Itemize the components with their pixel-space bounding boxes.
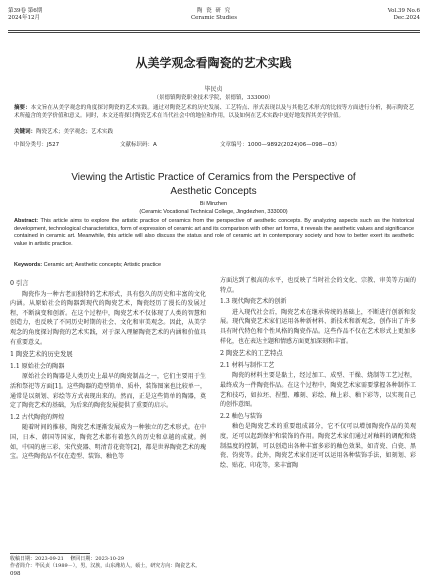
body-paragraph: 陶瓷的材料主要是黏土，经过加工、成型、干燥、烧制等工艺过程，最终成为一件陶瓷作品。在这个过程中，陶瓷艺术家需要掌握各种制作工艺和技巧，如拉坯、捏塑、雕刻、彩绘、釉上彩、釉下彩等，以实现自己的创作意图。 [220, 372, 416, 409]
body-paragraph: 进入现代社会后，陶瓷艺术在继承传统的基础上，不断进行创新和发展。现代陶瓷艺术家们运用各种新材料、新技术和新观念，创作出了许多具有时代特色和个性风格的陶瓷作品。这些作品不仅在艺术形式上更加多样化，也在表达主题和情感方面更加深刻和丰富。 [220, 308, 416, 345]
abstract-label: 摘要： [14, 105, 31, 111]
revised-date: 修回日期：2023-10-29 [70, 556, 125, 562]
abstract-en-label: Abstract: [14, 218, 39, 224]
abstract-en [14, 218, 414, 248]
header-date: 2024年12月 [8, 15, 40, 21]
english-affiliation: (Ceramic Vocational Technical College, Jingdezhen, 333000) [139, 209, 288, 215]
body-column-left [10, 276, 206, 462]
footnote-dates [10, 556, 206, 563]
header-rule-thin [8, 32, 420, 33]
author-bio: 作者简介：毕民贞（1989－），男，汉族，山东潍坊人，硕士，研究方向：陶瓷艺术。 [10, 563, 201, 569]
keywords-en [14, 262, 414, 268]
header-volume: 第39卷 第6期 [8, 8, 43, 14]
body-paragraph: 方面达到了极高的水平，也反映了当时社会的文化、宗教、审美等方面的特点。 [220, 277, 416, 294]
header-journal-en: Ceramic Studies [190, 15, 238, 21]
keywords-text: 陶瓷艺术；美学观念；艺术实践 [36, 129, 114, 135]
clc-number: 中图分类号：J527 [14, 142, 60, 148]
english-title [0, 171, 427, 199]
author-affiliation: （景德镇陶瓷职业技术学院，景德镇，333000） [153, 95, 274, 101]
section-heading: 1 陶瓷艺术的历史发展 [10, 351, 73, 359]
subsection-heading: 2.1 材料与制作工艺 [220, 361, 275, 369]
abstract-en-text: This article aims to explore the artistic practice of ceramics from the perspective of aesthetic concepts. By analyzing aspects such as the historical development, technological characteristics, form of expression of ceramic art and its comparison with other art forms, it reveals the aesthetic values and significance contained in ceramic art. Meanwhile, this article will also discuss the status and role of ceramic art in contemporary society and how to better exert its aesthetic value in artistic practice. [14, 218, 414, 247]
abstract-text: 本文旨在从美学观念的角度探讨陶瓷的艺术实践。通过对陶瓷艺术的历史发展、工艺特点、形式表现以及与其他艺术形式的比较等方面进行分析，揭示陶瓷艺术所蕴含的美学价值和意义。同时，本文还将探讨陶瓷艺术在当代社会中的地位和作用，以及如何在艺术实践中更好地发挥其美学价值。 [14, 105, 414, 119]
header-rule [8, 30, 420, 31]
section-heading: 2 陶瓷艺术的工艺特点 [220, 350, 283, 358]
english-author: Bi Minzhen [199, 201, 228, 207]
keywords-label: 关键词： [14, 129, 37, 135]
header-center [8, 8, 420, 22]
keywords-en-label: Keywords: [14, 262, 43, 268]
footnote-rule [10, 553, 90, 554]
body-paragraph: 随着时间的推移，陶瓷艺术逐渐发展成为一种独立的艺术形式。在中国，日本、韩国等国家，陶瓷艺术都有着悠久的历史和卓越的成就。例如，中国的唐三彩、宋代瓷器、明清青花瓷等[2]，都是世界陶瓷艺术的瑰宝。这些陶瓷品不仅在造型、装饰、釉色等 [10, 424, 206, 461]
english-title-line1: Viewing the Artistic Practice of Ceramics from the Perspective of [71, 172, 356, 183]
body-paragraph: 釉色是陶瓷艺术的重要组成部分，它不仅可以增加陶瓷作品的美观度，还可以起到保护和装饰的作用。陶瓷艺术家们通过对釉料的调配和烧制温度的控制，可以创造出各种丰富多彩的釉色效果，如青瓷、白瓷、黑瓷、钧瓷等。此外，陶瓷艺术家们还可以运用各种装饰手法，如刻划、彩绘、贴花、印花等，来丰富陶 [220, 423, 416, 469]
section-heading: 0 引言 [10, 280, 29, 287]
subsection-heading: 2.2 釉色与装饰 [220, 412, 263, 420]
english-title-line2: Aesthetic Concepts [170, 186, 257, 197]
subsection-heading: 1.3 现代陶瓷艺术的创新 [220, 298, 287, 306]
paper-title: 从美学观念看陶瓷的艺术实践 [135, 56, 292, 70]
document-code: 文献标识码：A [120, 142, 157, 148]
running-header [8, 8, 420, 28]
article-number: 文章编号：1000—9892(2024)06—098—03） [220, 142, 341, 148]
header-right [388, 8, 420, 22]
subsection-heading: 1.1 原始社会的陶器 [10, 362, 65, 370]
body-column-right [220, 276, 416, 470]
body-paragraph: 原始社会的陶器是人类历史上最早的陶瓷制品之一，它们主要用于生活和祭祀等方面[1]。这些陶器的造型简单、质朴，装饰图案也比较单一，通常是以刻划、彩绘等方式表现出来的。然而，正是这些简单的陶器，奠定了陶瓷艺术的基础，为后来的陶瓷发展提供了重要的启示。 [10, 373, 206, 410]
body-paragraph: 陶瓷作为一种古老而独特的艺术形式，具有悠久的历史和丰富的文化内涵。从原始社会的陶器到现代的陶瓷艺术，陶瓷经历了漫长的发展过程，不断演变和创新。在这个过程中，陶瓷艺术不仅体现了人类的智慧和创造力，也反映了不同历史时期的社会、文化和审美观念。因此，从美学观念的角度探讨陶瓷的艺术实践，对于深入理解陶瓷艺术的内涵和价值具有重要意义。 [10, 290, 206, 346]
header-volume-en: Vol.39 No.6 [387, 8, 420, 14]
page-number: 098 [10, 571, 21, 577]
keywords-en-text: Ceramic art; Aesthetic concepts; Artistic practice [43, 262, 162, 268]
subsection-heading: 1.2 古代陶瓷的辉煌 [10, 413, 65, 421]
header-date-en: Dec.2024 [393, 15, 420, 21]
keywords-cn [14, 128, 414, 136]
received-date: 收稿日期：2023-09-21 [10, 556, 64, 562]
header-journal-cn: 陶 瓷 研 究 [196, 8, 232, 14]
author-name: 毕民贞 [204, 86, 223, 93]
abstract-cn [14, 104, 414, 120]
